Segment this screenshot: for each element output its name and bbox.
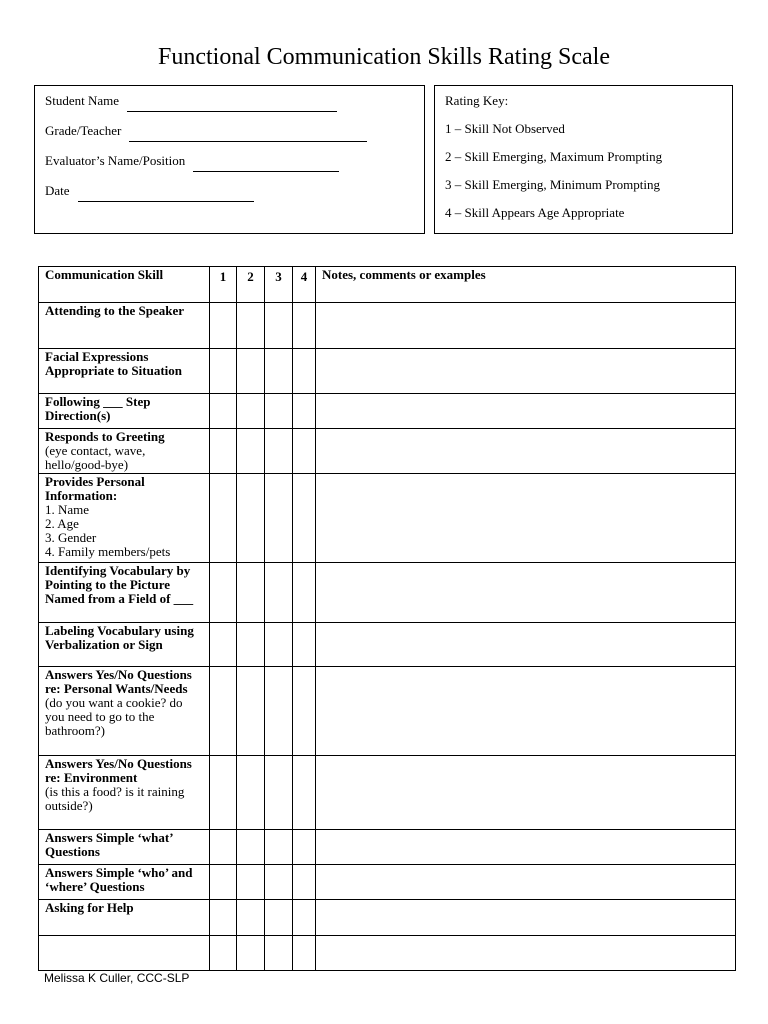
rating-1-cell[interactable] bbox=[210, 865, 237, 900]
table-row bbox=[39, 429, 736, 474]
rating-2-cell[interactable] bbox=[237, 349, 265, 394]
skill-detail: 4. Family members/pets bbox=[45, 544, 171, 559]
skill-detail: (do you want a cookie? do you need to go to the bathroom?) bbox=[45, 695, 183, 738]
skill-cell bbox=[39, 830, 210, 865]
table-row bbox=[39, 563, 736, 623]
rating-1-cell[interactable] bbox=[210, 394, 237, 429]
rating-key-item: 3 – Skill Emerging, Minimum Prompting bbox=[445, 177, 660, 192]
grade-teacher-line[interactable] bbox=[129, 127, 367, 142]
rating-3-cell[interactable] bbox=[265, 474, 293, 563]
rating-2-cell[interactable] bbox=[237, 830, 265, 865]
rating-3-cell[interactable] bbox=[265, 900, 293, 936]
rating-key-heading: Rating Key: bbox=[445, 93, 509, 108]
rating-1-cell[interactable] bbox=[210, 830, 237, 865]
date-field[interactable] bbox=[45, 180, 414, 210]
rating-4-cell[interactable] bbox=[293, 394, 316, 429]
rating-1-cell[interactable] bbox=[210, 474, 237, 563]
notes-cell[interactable] bbox=[316, 900, 736, 936]
notes-cell[interactable] bbox=[316, 474, 736, 563]
skill-cell bbox=[39, 900, 210, 936]
header-rating-4: 4 bbox=[293, 267, 316, 303]
rating-2-cell[interactable] bbox=[237, 936, 265, 971]
table-row bbox=[39, 394, 736, 429]
rating-1-cell[interactable] bbox=[210, 936, 237, 971]
rating-4-cell[interactable] bbox=[293, 303, 316, 349]
grade-teacher-label: Grade/Teacher bbox=[45, 123, 122, 138]
rating-1-cell[interactable] bbox=[210, 563, 237, 623]
rating-4-cell[interactable] bbox=[293, 623, 316, 667]
rating-1-cell[interactable] bbox=[210, 349, 237, 394]
notes-cell[interactable] bbox=[316, 865, 736, 900]
rating-4-cell[interactable] bbox=[293, 429, 316, 474]
rating-4-cell[interactable] bbox=[293, 756, 316, 830]
rating-1-cell[interactable] bbox=[210, 429, 237, 474]
notes-cell[interactable] bbox=[316, 303, 736, 349]
notes-cell[interactable] bbox=[316, 349, 736, 394]
student-name-line[interactable] bbox=[127, 97, 337, 112]
skill-cell bbox=[39, 303, 210, 349]
rating-3-cell[interactable] bbox=[265, 394, 293, 429]
table-row bbox=[39, 623, 736, 667]
rating-2-cell[interactable] bbox=[237, 756, 265, 830]
skill-name: Facial Expressions Appropriate to Situation bbox=[45, 349, 182, 378]
rating-4-cell[interactable] bbox=[293, 349, 316, 394]
notes-cell[interactable] bbox=[316, 756, 736, 830]
header-notes: Notes, comments or examples bbox=[316, 267, 736, 303]
rating-2-cell[interactable] bbox=[237, 623, 265, 667]
footer-credit: Melissa K Culler, CCC-SLP bbox=[44, 971, 190, 985]
skill-name: Following ___ Step Direction(s) bbox=[45, 394, 151, 423]
skill-cell bbox=[39, 563, 210, 623]
header-rating-2: 2 bbox=[237, 267, 265, 303]
skill-cell bbox=[39, 623, 210, 667]
rating-key-box bbox=[434, 85, 733, 234]
rating-4-cell[interactable] bbox=[293, 830, 316, 865]
notes-cell[interactable] bbox=[316, 936, 736, 971]
notes-cell[interactable] bbox=[316, 394, 736, 429]
rating-3-cell[interactable] bbox=[265, 349, 293, 394]
notes-cell[interactable] bbox=[316, 623, 736, 667]
student-name-field[interactable] bbox=[45, 90, 414, 120]
skill-name: Answers Yes/No Questions re: Environment bbox=[45, 756, 192, 785]
rating-key-item: 1 – Skill Not Observed bbox=[445, 121, 565, 136]
rating-2-cell[interactable] bbox=[237, 563, 265, 623]
student-name-label: Student Name bbox=[45, 93, 120, 108]
date-line[interactable] bbox=[78, 187, 254, 202]
rating-2-cell[interactable] bbox=[237, 303, 265, 349]
rating-4-cell[interactable] bbox=[293, 936, 316, 971]
rating-2-cell[interactable] bbox=[237, 429, 265, 474]
rating-3-cell[interactable] bbox=[265, 623, 293, 667]
table-row bbox=[39, 936, 736, 971]
notes-cell[interactable] bbox=[316, 667, 736, 756]
skill-cell bbox=[39, 865, 210, 900]
rating-3-cell[interactable] bbox=[265, 936, 293, 971]
grade-teacher-field[interactable] bbox=[45, 120, 414, 150]
rating-1-cell[interactable] bbox=[210, 756, 237, 830]
rating-2-cell[interactable] bbox=[237, 667, 265, 756]
rating-4-cell[interactable] bbox=[293, 563, 316, 623]
table-row bbox=[39, 349, 736, 394]
notes-cell[interactable] bbox=[316, 429, 736, 474]
rating-1-cell[interactable] bbox=[210, 303, 237, 349]
skill-cell bbox=[39, 756, 210, 830]
skill-cell bbox=[39, 474, 210, 563]
skill-name: Labeling Vocabulary using Verbalization or Sign bbox=[45, 623, 194, 652]
rating-2-cell[interactable] bbox=[237, 865, 265, 900]
date-label: Date bbox=[45, 183, 70, 198]
evaluator-field[interactable] bbox=[45, 150, 414, 180]
rating-key-item: 2 – Skill Emerging, Maximum Prompting bbox=[445, 149, 663, 164]
table-row bbox=[39, 865, 736, 900]
table-row bbox=[39, 756, 736, 830]
rating-4-cell[interactable] bbox=[293, 474, 316, 563]
rating-table bbox=[38, 266, 736, 971]
page-title: Functional Communication Skills Rating Scale bbox=[158, 44, 610, 70]
rating-4-cell[interactable] bbox=[293, 667, 316, 756]
skill-name: Answers Simple ‘who’ and ‘where’ Questions bbox=[45, 865, 193, 894]
rating-4-cell[interactable] bbox=[293, 900, 316, 936]
notes-cell[interactable] bbox=[316, 830, 736, 865]
rating-3-cell[interactable] bbox=[265, 756, 293, 830]
rating-3-cell[interactable] bbox=[265, 563, 293, 623]
skill-cell bbox=[39, 349, 210, 394]
header-rating-3: 3 bbox=[265, 267, 293, 303]
rating-1-cell[interactable] bbox=[210, 623, 237, 667]
student-info-box bbox=[34, 85, 425, 234]
skill-detail: 3. Gender bbox=[45, 530, 97, 545]
rating-3-cell[interactable] bbox=[265, 667, 293, 756]
rating-3-cell[interactable] bbox=[265, 429, 293, 474]
rating-1-cell[interactable] bbox=[210, 667, 237, 756]
skill-detail: (eye contact, wave, hello/good-bye) bbox=[45, 443, 146, 472]
notes-cell[interactable] bbox=[316, 563, 736, 623]
table-row bbox=[39, 900, 736, 936]
table-row bbox=[39, 667, 736, 756]
table-row bbox=[39, 303, 736, 349]
skill-name: Responds to Greeting bbox=[45, 429, 165, 444]
skill-name: Asking for Help bbox=[45, 900, 134, 915]
table-header-row bbox=[39, 267, 736, 303]
table-row bbox=[39, 474, 736, 563]
header-rating-1: 1 bbox=[210, 267, 237, 303]
skill-name: Provides Personal Information: bbox=[45, 474, 145, 503]
rating-2-cell[interactable] bbox=[237, 900, 265, 936]
table-row bbox=[39, 830, 736, 865]
evaluator-label: Evaluator’s Name/Position bbox=[45, 153, 186, 168]
skill-name: Answers Yes/No Questions re: Personal Wants/Needs bbox=[45, 667, 192, 696]
skill-cell bbox=[39, 394, 210, 429]
skill-detail: (is this a food? is it raining outside?) bbox=[45, 784, 185, 813]
header-skill: Communication Skill bbox=[39, 267, 210, 303]
skill-cell bbox=[39, 667, 210, 756]
skill-cell bbox=[39, 936, 210, 971]
skill-detail: 1. Name bbox=[45, 502, 90, 517]
rating-2-cell[interactable] bbox=[237, 394, 265, 429]
skill-detail: 2. Age bbox=[45, 516, 79, 531]
rating-2-cell[interactable] bbox=[237, 474, 265, 563]
skill-name: Answers Simple ‘what’ Questions bbox=[45, 830, 173, 859]
skill-name: Identifying Vocabulary by Pointing to the Picture Named from a Field of ___ bbox=[45, 563, 194, 606]
rating-3-cell[interactable] bbox=[265, 865, 293, 900]
rating-3-cell[interactable] bbox=[265, 830, 293, 865]
rating-key-item: 4 – Skill Appears Age Appropriate bbox=[445, 205, 625, 220]
rating-3-cell[interactable] bbox=[265, 303, 293, 349]
rating-4-cell[interactable] bbox=[293, 865, 316, 900]
skill-name: Attending to the Speaker bbox=[45, 303, 185, 318]
rating-1-cell[interactable] bbox=[210, 900, 237, 936]
skill-cell bbox=[39, 429, 210, 474]
evaluator-line[interactable] bbox=[193, 157, 339, 172]
